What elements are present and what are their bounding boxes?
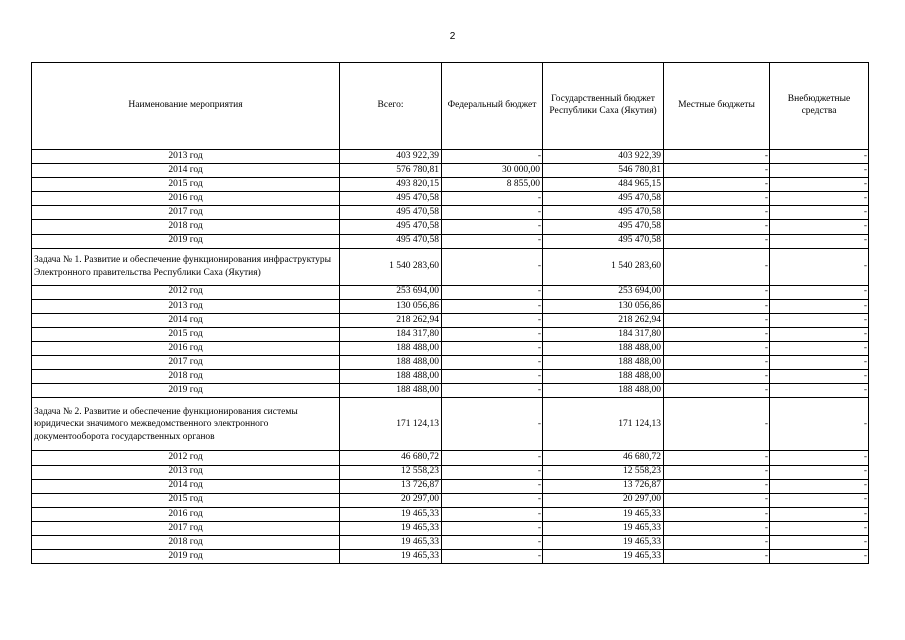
cell-state: 46 680,72	[543, 451, 664, 465]
cell-local: -	[664, 507, 770, 521]
cell-state: 495 470,58	[543, 234, 664, 248]
cell-state: 1 540 283,60	[543, 248, 664, 285]
cell-federal: -	[442, 535, 543, 549]
cell-name: Задача № 2. Развитие и обеспечение функционирования системы юридически значимого межведомственного электронного документооборота государственных органов	[32, 398, 340, 451]
cell-local: -	[664, 535, 770, 549]
cell-local: -	[664, 550, 770, 564]
cell-federal: -	[442, 220, 543, 234]
cell-total: 46 680,72	[340, 451, 442, 465]
table-row-year	[32, 507, 869, 521]
cell-name: 2016 год	[32, 192, 340, 206]
table-row-year	[32, 356, 869, 370]
cell-federal: -	[442, 370, 543, 384]
cell-extra: -	[770, 313, 869, 327]
table-row-year	[32, 342, 869, 356]
cell-state: 495 470,58	[543, 206, 664, 220]
header-state: Государственный бюджет Республики Саха (Якутия)	[543, 63, 664, 150]
cell-total: 253 694,00	[340, 285, 442, 299]
cell-total: 13 726,87	[340, 479, 442, 493]
table-row-year	[32, 550, 869, 564]
cell-state: 171 124,13	[543, 398, 664, 451]
cell-name: 2019 год	[32, 550, 340, 564]
header-local: Местные бюджеты	[664, 63, 770, 150]
cell-total: 576 780,81	[340, 164, 442, 178]
cell-name: 2018 год	[32, 220, 340, 234]
cell-extra: -	[770, 493, 869, 507]
cell-federal: -	[442, 327, 543, 341]
cell-federal: -	[442, 384, 543, 398]
cell-state: 12 558,23	[543, 465, 664, 479]
cell-local: -	[664, 234, 770, 248]
cell-local: -	[664, 206, 770, 220]
page-number: 2	[449, 31, 456, 42]
cell-extra: -	[770, 535, 869, 549]
cell-local: -	[664, 451, 770, 465]
cell-extra: -	[770, 220, 869, 234]
cell-extra: -	[770, 192, 869, 206]
cell-extra: -	[770, 507, 869, 521]
cell-total: 495 470,58	[340, 220, 442, 234]
table-row-year	[32, 192, 869, 206]
table-row-year	[32, 164, 869, 178]
cell-federal: -	[442, 342, 543, 356]
cell-federal: -	[442, 313, 543, 327]
cell-federal: -	[442, 248, 543, 285]
cell-local: -	[664, 370, 770, 384]
table-row-year	[32, 234, 869, 248]
cell-name: 2015 год	[32, 178, 340, 192]
table-row-year	[32, 493, 869, 507]
cell-local: -	[664, 248, 770, 285]
cell-federal: -	[442, 299, 543, 313]
cell-local: -	[664, 479, 770, 493]
cell-state: 19 465,33	[543, 507, 664, 521]
cell-local: -	[664, 493, 770, 507]
cell-extra: -	[770, 342, 869, 356]
cell-name: 2017 год	[32, 521, 340, 535]
cell-total: 19 465,33	[340, 507, 442, 521]
cell-federal: -	[442, 451, 543, 465]
cell-state: 19 465,33	[543, 535, 664, 549]
cell-local: -	[664, 164, 770, 178]
table-row-year	[32, 479, 869, 493]
cell-state: 188 488,00	[543, 370, 664, 384]
cell-local: -	[664, 150, 770, 164]
cell-total: 19 465,33	[340, 550, 442, 564]
cell-name: 2016 год	[32, 507, 340, 521]
cell-extra: -	[770, 550, 869, 564]
table-row-year	[32, 384, 869, 398]
cell-local: -	[664, 220, 770, 234]
table-row-year	[32, 206, 869, 220]
cell-name: 2013 год	[32, 150, 340, 164]
cell-extra: -	[770, 299, 869, 313]
cell-federal: -	[442, 398, 543, 451]
cell-total: 19 465,33	[340, 521, 442, 535]
cell-state: 218 262,94	[543, 313, 664, 327]
cell-federal: -	[442, 285, 543, 299]
cell-local: -	[664, 342, 770, 356]
cell-name: 2012 год	[32, 285, 340, 299]
cell-extra: -	[770, 451, 869, 465]
cell-extra: -	[770, 285, 869, 299]
cell-extra: -	[770, 178, 869, 192]
table-row-year	[32, 327, 869, 341]
cell-state: 19 465,33	[543, 550, 664, 564]
cell-federal: -	[442, 192, 543, 206]
cell-name: 2012 год	[32, 451, 340, 465]
cell-name: 2018 год	[32, 535, 340, 549]
cell-total: 188 488,00	[340, 342, 442, 356]
cell-state: 253 694,00	[543, 285, 664, 299]
cell-total: 495 470,58	[340, 206, 442, 220]
cell-extra: -	[770, 150, 869, 164]
cell-state: 188 488,00	[543, 342, 664, 356]
cell-extra: -	[770, 370, 869, 384]
cell-local: -	[664, 327, 770, 341]
table-row-year	[32, 285, 869, 299]
cell-federal: -	[442, 479, 543, 493]
cell-local: -	[664, 285, 770, 299]
cell-local: -	[664, 192, 770, 206]
cell-local: -	[664, 398, 770, 451]
cell-extra: -	[770, 327, 869, 341]
cell-name: 2019 год	[32, 384, 340, 398]
cell-name: Задача № 1. Развитие и обеспечение функционирования инфраструктуры Электронного правительства Республики Саха (Якутия)	[32, 248, 340, 285]
cell-total: 493 820,15	[340, 178, 442, 192]
cell-state: 13 726,87	[543, 479, 664, 493]
table-row-year	[32, 220, 869, 234]
table-row-year	[32, 313, 869, 327]
cell-total: 130 056,86	[340, 299, 442, 313]
cell-name: 2018 год	[32, 370, 340, 384]
cell-state: 130 056,86	[543, 299, 664, 313]
cell-federal: -	[442, 493, 543, 507]
cell-name: 2015 год	[32, 327, 340, 341]
header-row	[32, 63, 869, 150]
cell-state: 188 488,00	[543, 384, 664, 398]
table-row-year	[32, 178, 869, 192]
cell-name: 2019 год	[32, 234, 340, 248]
cell-name: 2013 год	[32, 299, 340, 313]
header-federal: Федеральный бюджет	[442, 63, 543, 150]
cell-state: 20 297,00	[543, 493, 664, 507]
cell-state: 495 470,58	[543, 192, 664, 206]
cell-extra: -	[770, 465, 869, 479]
cell-local: -	[664, 521, 770, 535]
cell-federal: -	[442, 521, 543, 535]
cell-state: 403 922,39	[543, 150, 664, 164]
cell-federal: -	[442, 206, 543, 220]
cell-name: 2013 год	[32, 465, 340, 479]
cell-state: 495 470,58	[543, 220, 664, 234]
cell-extra: -	[770, 206, 869, 220]
cell-total: 495 470,58	[340, 192, 442, 206]
cell-extra: -	[770, 356, 869, 370]
table-row-year	[32, 521, 869, 535]
header-extra: Внебюджетные средства	[770, 63, 869, 150]
cell-extra: -	[770, 479, 869, 493]
cell-federal: -	[442, 507, 543, 521]
cell-total: 495 470,58	[340, 234, 442, 248]
cell-state: 546 780,81	[543, 164, 664, 178]
cell-total: 19 465,33	[340, 535, 442, 549]
table-row-year	[32, 465, 869, 479]
cell-total: 218 262,94	[340, 313, 442, 327]
table-row-year	[32, 535, 869, 549]
cell-extra: -	[770, 384, 869, 398]
table-row-year	[32, 150, 869, 164]
cell-name: 2017 год	[32, 206, 340, 220]
cell-extra: -	[770, 521, 869, 535]
cell-federal: -	[442, 234, 543, 248]
cell-local: -	[664, 178, 770, 192]
table-body	[32, 150, 869, 564]
cell-name: 2014 год	[32, 164, 340, 178]
cell-total: 12 558,23	[340, 465, 442, 479]
cell-total: 188 488,00	[340, 356, 442, 370]
table-row-task	[32, 398, 869, 451]
cell-name: 2014 год	[32, 313, 340, 327]
cell-extra: -	[770, 398, 869, 451]
cell-local: -	[664, 313, 770, 327]
cell-total: 403 922,39	[340, 150, 442, 164]
cell-name: 2015 год	[32, 493, 340, 507]
cell-name: 2014 год	[32, 479, 340, 493]
table-row-year	[32, 370, 869, 384]
cell-total: 1 540 283,60	[340, 248, 442, 285]
cell-federal: 8 855,00	[442, 178, 543, 192]
cell-federal: -	[442, 150, 543, 164]
cell-state: 184 317,80	[543, 327, 664, 341]
cell-local: -	[664, 384, 770, 398]
cell-total: 171 124,13	[340, 398, 442, 451]
table-row-year	[32, 451, 869, 465]
cell-federal: -	[442, 356, 543, 370]
header-name: Наименование мероприятия	[32, 63, 340, 150]
cell-name: 2017 год	[32, 356, 340, 370]
header-total: Всего:	[340, 63, 442, 150]
cell-local: -	[664, 299, 770, 313]
cell-total: 184 317,80	[340, 327, 442, 341]
cell-state: 19 465,33	[543, 521, 664, 535]
cell-extra: -	[770, 164, 869, 178]
cell-local: -	[664, 356, 770, 370]
cell-extra: -	[770, 248, 869, 285]
cell-federal: 30 000,00	[442, 164, 543, 178]
cell-total: 188 488,00	[340, 370, 442, 384]
cell-federal: -	[442, 550, 543, 564]
table-row-year	[32, 299, 869, 313]
cell-state: 484 965,15	[543, 178, 664, 192]
cell-federal: -	[442, 465, 543, 479]
cell-state: 188 488,00	[543, 356, 664, 370]
cell-extra: -	[770, 234, 869, 248]
cell-total: 20 297,00	[340, 493, 442, 507]
cell-local: -	[664, 465, 770, 479]
cell-total: 188 488,00	[340, 384, 442, 398]
budget-table	[31, 62, 869, 564]
cell-name: 2016 год	[32, 342, 340, 356]
table-row-task	[32, 248, 869, 285]
